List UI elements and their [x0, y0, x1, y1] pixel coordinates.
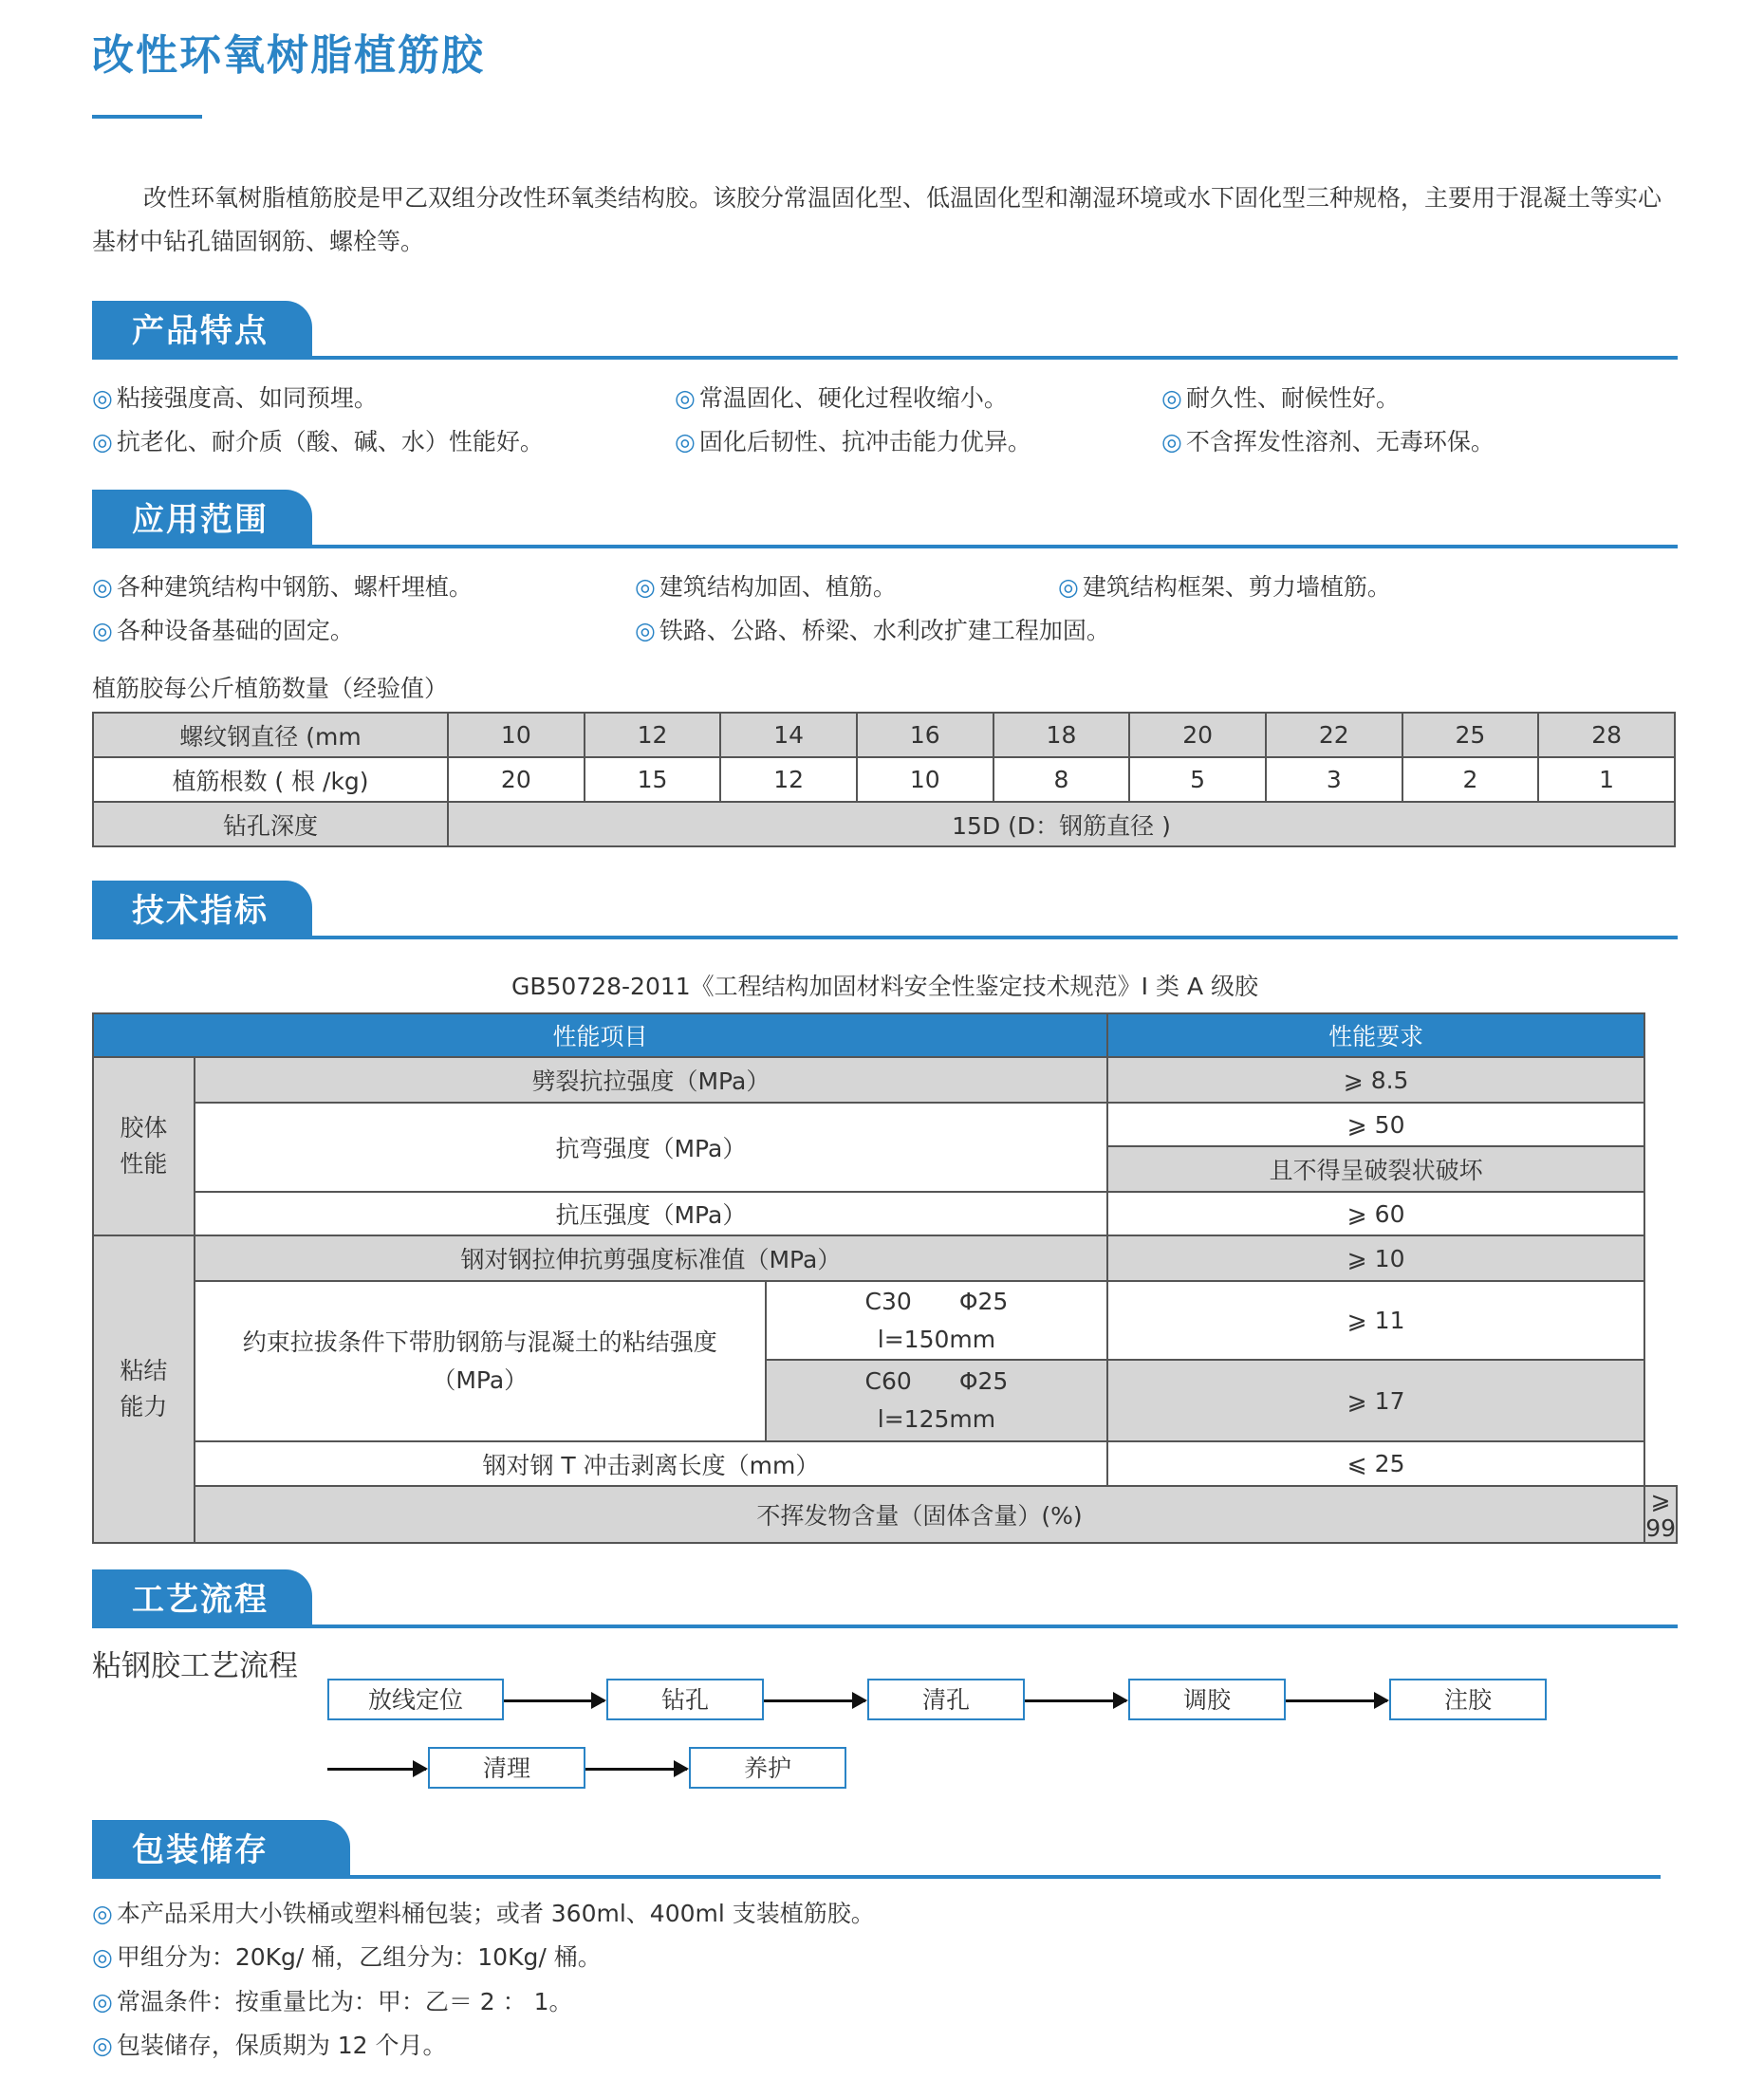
cell: 20 — [448, 757, 585, 802]
section-rule — [92, 356, 1678, 360]
cell: 12 — [585, 713, 721, 757]
arrow-icon — [764, 1699, 865, 1702]
section-process-header — [92, 1569, 1678, 1628]
feature-item: ◎ 固化后韧性、抗冲击能力优异。 — [675, 428, 1031, 455]
cell: ⩽ 25 — [1107, 1441, 1644, 1486]
bullet-icon: ◎ — [92, 1900, 113, 1927]
feature-item: ◎ 粘接强度高、如同预埋。 — [92, 384, 378, 412]
cell: 12 — [720, 757, 857, 802]
cell: 20 — [1129, 713, 1266, 757]
feature-item: ◎ 常温固化、硬化过程收缩小。 — [675, 384, 1008, 412]
packaging-item: ◎ 本产品采用大小铁桶或塑料桶包装；或者 360ml、400ml 支装植筋胶。 — [92, 1900, 875, 1927]
flow-step: 放线定位 — [327, 1679, 504, 1720]
cell: 16 — [857, 713, 993, 757]
table-row — [93, 1441, 1677, 1486]
feature-item: ◎ 耐久性、耐候性好。 — [1161, 384, 1400, 412]
flow-step: 养护 — [689, 1747, 846, 1789]
bullet-icon: ◎ — [92, 2032, 113, 2059]
bullet-icon: ◎ — [92, 384, 113, 412]
section-applications-header — [92, 490, 1678, 548]
cell: 劈裂抗拉强度（MPa） — [195, 1057, 1107, 1103]
header-cell: 性能要求 — [1107, 1013, 1644, 1057]
cell: 不挥发物含量（固体含量）(%) — [195, 1486, 1644, 1543]
bullet-icon: ◎ — [1161, 428, 1182, 455]
cell: 25 — [1402, 713, 1539, 757]
cell: 15 — [585, 757, 721, 802]
packaging-item: ◎ 常温条件：按重量比为：甲：乙＝ 2 ： 1。 — [92, 1988, 573, 2015]
packaging-item: ◎ 包装储存，保质期为 12 个月。 — [92, 2032, 447, 2059]
arrow-icon — [1286, 1699, 1387, 1702]
header-cell: 性能项目 — [93, 1013, 1107, 1057]
flow-step: 清孔 — [867, 1679, 1025, 1720]
row-label: 钻孔深度 — [93, 802, 448, 846]
cell: 18 — [993, 713, 1130, 757]
cell: 钢对钢拉伸抗剪强度标准值（MPa） — [195, 1235, 1107, 1281]
specs-caption: GB50728-2011《工程结构加固材料安全性鉴定技术规范》I 类 A 级胶 — [511, 973, 1258, 1000]
specs-table — [92, 1012, 1678, 1544]
row-label: 植筋根数 ( 根 /kg) — [93, 757, 448, 802]
table-row — [93, 1103, 1677, 1146]
bullet-icon: ◎ — [635, 617, 656, 644]
group-label: 粘结 能力 — [93, 1235, 195, 1543]
cell: ⩾ 10 — [1107, 1235, 1644, 1281]
bullet-icon: ◎ — [92, 617, 113, 644]
cell: 1 — [1538, 757, 1675, 802]
application-item: ◎ 建筑结构加固、植筋。 — [635, 573, 897, 601]
cell: ⩾ 11 — [1107, 1281, 1644, 1360]
cell: ⩾ 50 — [1107, 1103, 1644, 1146]
flow-step: 钻孔 — [606, 1679, 764, 1720]
feature-item: ◎ 不含挥发性溶剂、无毒环保。 — [1161, 428, 1495, 455]
section-tab: 产品特点 — [92, 301, 312, 360]
section-rule — [92, 1875, 1661, 1879]
table-row — [93, 802, 1675, 846]
process-subtitle: 粘钢胶工艺流程 — [92, 1649, 298, 1683]
feature-item: ◎ 抗老化、耐介质（酸、碱、水）性能好。 — [92, 428, 544, 455]
section-packaging-header — [92, 1820, 1661, 1879]
cell: 8 — [993, 757, 1130, 802]
cell: 3 — [1266, 757, 1402, 802]
bullet-icon: ◎ — [92, 573, 113, 601]
application-item: ◎ 铁路、公路、桥梁、水利改扩建工程加固。 — [635, 617, 1110, 644]
section-rule — [92, 936, 1678, 939]
section-features-header — [92, 301, 1678, 360]
table-row — [93, 1235, 1677, 1281]
bullet-icon: ◎ — [1161, 384, 1182, 412]
section-rule — [92, 1625, 1678, 1628]
cell: 钢对钢 T 冲击剥离长度（mm） — [195, 1441, 1107, 1486]
cell: 15D (D：钢筋直径 ) — [448, 802, 1675, 846]
table-header-row — [93, 1013, 1677, 1057]
intro-paragraph: 改性环氧树脂植筋胶是甲乙双组分改性环氧类结构胶。该胶分常温固化型、低温固化型和潮湿环境或水下固化型三种规格，主要用于混凝土等实心基材中钻孔锚固钢筋、螺栓等。 — [92, 184, 1662, 255]
cell: ⩾ 17 — [1107, 1360, 1644, 1441]
cell: 10 — [448, 713, 585, 757]
application-item: ◎ 建筑结构框架、剪力墙植筋。 — [1058, 573, 1391, 601]
arrow-icon — [1025, 1699, 1126, 1702]
section-tab: 包装储存 — [92, 1820, 350, 1879]
bullet-icon: ◎ — [92, 1943, 113, 1971]
arrow-icon — [585, 1768, 687, 1771]
cell: 14 — [720, 713, 857, 757]
bullet-icon: ◎ — [1058, 573, 1079, 601]
table-row — [93, 1192, 1677, 1235]
table-row — [93, 1281, 1677, 1360]
group-label: 胶体 性能 — [93, 1057, 195, 1235]
section-tab: 应用范围 — [92, 490, 312, 548]
cell: 抗弯强度（MPa） — [195, 1103, 1107, 1192]
table-row — [93, 757, 1675, 802]
cell: 且不得呈破裂状破坏 — [1107, 1146, 1644, 1192]
bullet-icon: ◎ — [675, 428, 696, 455]
section-rule — [92, 545, 1678, 548]
cell: ⩾ 99 — [1645, 1487, 1676, 1542]
cell: ⩾ 8.5 — [1107, 1057, 1644, 1103]
application-item: ◎ 各种建筑结构中钢筋、螺杆埋植。 — [92, 573, 473, 601]
flow-step: 注胶 — [1389, 1679, 1547, 1720]
application-item: ◎ 各种设备基础的固定。 — [92, 617, 354, 644]
cell: 5 — [1129, 757, 1266, 802]
section-specs-header — [92, 881, 1678, 939]
table-row — [93, 1057, 1677, 1103]
packaging-item: ◎ 甲组分为：20Kg/ 桶，乙组分为：10Kg/ 桶。 — [92, 1943, 602, 1971]
arrow-icon — [504, 1699, 604, 1702]
section-tab: 技术指标 — [92, 881, 312, 939]
rebar-table-caption: 植筋胶每公斤植筋数量（经验值） — [92, 675, 449, 702]
title-underline — [92, 115, 202, 119]
cell: ⩾ 60 — [1107, 1192, 1644, 1235]
cell: 10 — [857, 757, 993, 802]
table-row — [93, 713, 1675, 757]
cell: 抗压强度（MPa） — [195, 1192, 1107, 1235]
bullet-icon: ◎ — [92, 428, 113, 455]
row-label: 螺纹钢直径 (mm — [93, 713, 448, 757]
cell: 28 — [1538, 713, 1675, 757]
section-tab: 工艺流程 — [92, 1569, 312, 1628]
cell: 22 — [1266, 713, 1402, 757]
table-row — [93, 1486, 1677, 1543]
arrow-icon — [327, 1768, 426, 1771]
cell: C60 Φ25 l=125mm — [766, 1360, 1107, 1441]
flow-step: 调胶 — [1128, 1679, 1286, 1720]
rebar-table — [92, 712, 1676, 847]
cell: 约束拉拔条件下带肋钢筋与混凝土的粘结强度（MPa） — [195, 1281, 766, 1441]
cell: C30 Φ25 l=150mm — [766, 1281, 1107, 1360]
bullet-icon: ◎ — [92, 1988, 113, 2015]
page-title: 改性环氧树脂植筋胶 — [92, 31, 485, 80]
bullet-icon: ◎ — [675, 384, 696, 412]
cell: 2 — [1402, 757, 1539, 802]
flow-step: 清理 — [428, 1747, 585, 1789]
bullet-icon: ◎ — [635, 573, 656, 601]
